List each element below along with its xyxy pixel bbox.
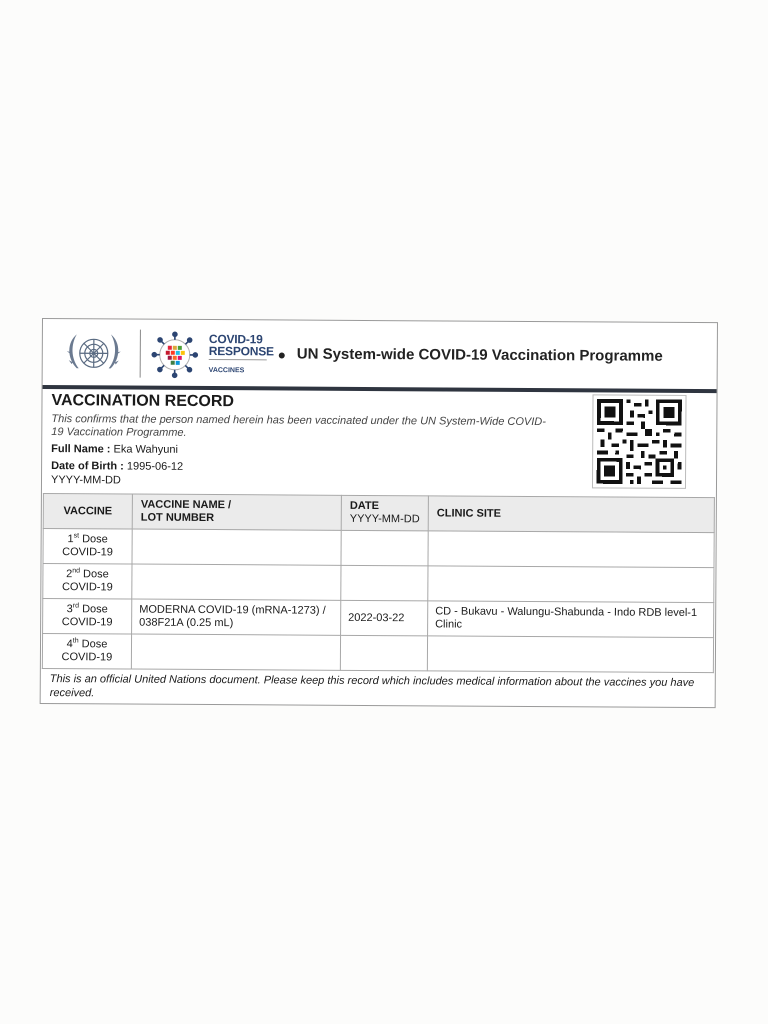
vaccination-table	[42, 493, 715, 673]
header-vaccine: VACCINE	[43, 494, 132, 530]
date-cell	[340, 635, 427, 671]
dose-ordinal: th	[72, 637, 79, 645]
dose-number: 1	[67, 533, 74, 546]
dose-cell	[43, 564, 132, 600]
dob-format: YYYY-MM-DD	[50, 474, 121, 487]
header-vaccine-name-line1: VACCINE NAME /	[140, 498, 232, 512]
logo-line-covid: COVID-19	[208, 332, 263, 347]
un-emblem-icon	[63, 328, 125, 378]
table-row	[42, 634, 713, 673]
vaccination-card	[40, 318, 718, 708]
dose-ordinal: nd	[72, 567, 81, 575]
dob-label: Date of Birth :	[51, 460, 124, 473]
footer-note: This is an official United Nations document. Please keep this record which includes medical information about the vaccines you have received.	[49, 673, 695, 700]
dose-number: 4	[66, 638, 73, 651]
header-vaccine-name	[132, 494, 341, 530]
table-header-row	[43, 494, 714, 533]
date-cell: 2022-03-22	[341, 600, 428, 636]
table-row	[43, 529, 714, 568]
dose-cell	[43, 529, 132, 565]
dose-word: Dose	[83, 568, 109, 581]
dose-word: Dose	[82, 603, 108, 616]
dose-number: 2	[66, 568, 73, 581]
qr-code-icon	[592, 394, 687, 489]
programme-title: UN System-wide COVID-19 Vaccination Programme	[296, 345, 663, 365]
header-clinic-site: CLINIC SITE	[428, 496, 714, 533]
dose-disease: COVID-19	[61, 651, 113, 664]
clinic-cell	[428, 531, 714, 568]
dose-number: 3	[66, 603, 73, 616]
full-name-row	[51, 443, 178, 456]
vaccine-name-cell: MODERNA COVID-19 (mRNA-1273) / 038F21A (0.25 mL)	[132, 599, 341, 635]
card-header	[43, 319, 717, 393]
dose-disease: COVID-19	[61, 616, 113, 629]
dob-value: 1995-06-12	[126, 460, 184, 473]
header-vaccine-name-line2: LOT NUMBER	[140, 511, 215, 525]
dob-row	[51, 460, 183, 473]
dose-word: Dose	[82, 533, 108, 546]
dose-disease: COVID-19	[62, 546, 113, 559]
covid-response-logo-text	[209, 333, 274, 375]
date-cell	[341, 565, 428, 601]
logo-line-response: RESPONSE	[208, 344, 274, 359]
dose-word: Dose	[81, 638, 108, 651]
vaccine-name-cell	[132, 529, 341, 565]
header-date-format: YYYY-MM-DD	[349, 512, 420, 526]
bullet-icon	[279, 352, 285, 358]
full-name-value: Eka Wahyuni	[113, 443, 178, 456]
logo-line-vaccines: VACCINES	[208, 367, 245, 375]
covid-response-icon	[151, 331, 199, 379]
vaccine-name-cell	[132, 564, 341, 600]
header-date-label: DATE	[349, 499, 380, 513]
dose-disease: COVID-19	[61, 581, 113, 594]
dose-ordinal: rd	[72, 602, 80, 610]
vaccine-name-cell	[131, 634, 340, 670]
header-date	[341, 495, 428, 531]
date-cell	[341, 530, 428, 566]
clinic-cell	[428, 566, 714, 603]
clinic-cell	[427, 636, 713, 673]
table-row	[43, 599, 714, 638]
header-divider	[140, 330, 141, 378]
full-name-label: Full Name :	[51, 443, 111, 456]
dose-cell	[42, 634, 131, 670]
table-row	[43, 564, 714, 603]
dose-cell	[43, 599, 132, 635]
dose-ordinal: st	[73, 532, 80, 540]
record-title: VACCINATION RECORD	[51, 392, 235, 411]
record-description: This confirms that the person named herein has been vaccinated under the UN System-Wide COVID-19 Vaccination Programme.	[51, 413, 546, 439]
clinic-cell: CD - Bukavu - Walungu-Shabunda - Indo RDB level-1 Clinic	[428, 601, 714, 638]
